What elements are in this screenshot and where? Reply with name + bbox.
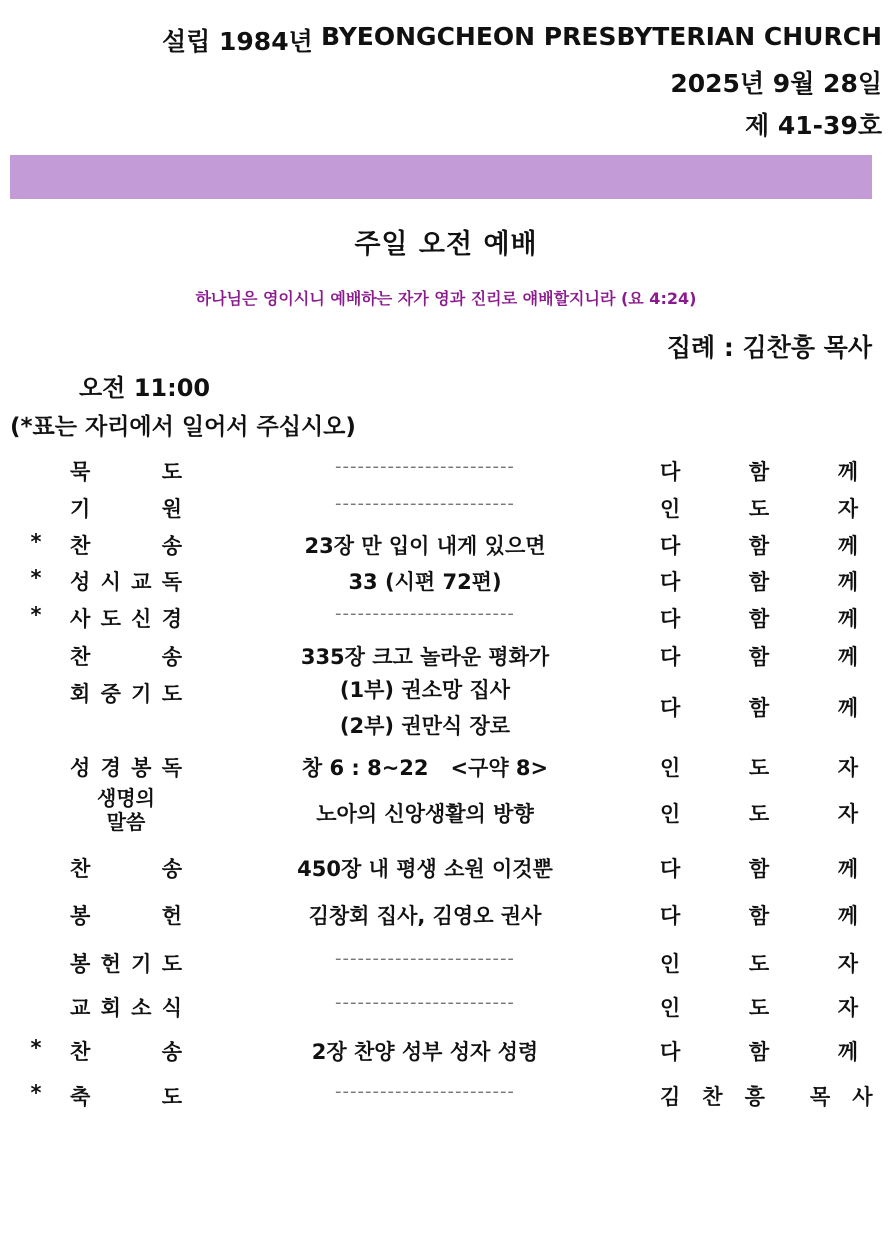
- order-item-label-char: 교: [131, 570, 152, 594]
- order-item-label: [70, 786, 182, 834]
- order-item-label: [70, 678, 182, 708]
- order-item-content: ------------------------: [335, 493, 515, 514]
- order-item-leader-char: 자: [837, 952, 858, 976]
- order-item-label-char: 식: [161, 996, 182, 1020]
- order-item-label: [70, 1036, 182, 1066]
- order-item-content: ------------------------: [335, 992, 515, 1013]
- order-item-label-char: 봉: [70, 952, 91, 976]
- order-item-label-char: 회: [70, 682, 91, 706]
- order-item-leader-char: 다: [660, 1040, 681, 1064]
- order-item-leader-char: 께: [837, 570, 858, 594]
- standing-marker: *: [30, 1036, 42, 1060]
- order-item-label-char: 성: [70, 756, 91, 780]
- order-item-leader-char: 함: [748, 696, 770, 720]
- order-item-content: 335장 크고 놀라운 평화가: [300, 645, 550, 669]
- order-item-leader-char: 다: [660, 645, 681, 669]
- standing-marker: *: [30, 530, 42, 554]
- order-item-label: [70, 641, 182, 671]
- order-item-label-char: 도: [100, 607, 121, 631]
- order-item-leader-char: 도: [748, 497, 770, 521]
- order-item-leader-char: 김: [660, 1085, 681, 1109]
- order-item-content: 23장 만 입이 내게 있으면: [304, 534, 546, 558]
- order-item-leader-char: 함: [748, 645, 770, 669]
- order-item-leader: [660, 456, 858, 486]
- order-item-label-line: 말씀: [106, 810, 146, 834]
- order-item-leader-char: 함: [748, 904, 770, 928]
- order-item-content-line: (2부) 권만식 장로: [339, 714, 511, 738]
- order-item-leader-char: 흥: [744, 1085, 765, 1109]
- order-item-label: [70, 948, 182, 978]
- order-item-leader-char: 인: [660, 756, 681, 780]
- order-item-label-char: 찬: [70, 645, 91, 669]
- order-item-label-char: 원: [161, 497, 182, 521]
- order-item-leader-char: 께: [837, 607, 858, 631]
- order-item-label-char: 교: [70, 996, 91, 1020]
- order-item-label-char: 도: [161, 682, 182, 706]
- order-item-leader-char: 찬: [702, 1085, 723, 1109]
- standing-marker: *: [30, 1081, 42, 1105]
- order-item-leader-char: 인: [660, 952, 681, 976]
- order-item-leader-char: 께: [837, 645, 858, 669]
- order-item-content: ------------------------: [335, 603, 515, 624]
- order-item-leader-char: 자: [837, 497, 858, 521]
- scripture-verse: 하나님은 영이시니 예배하는 자가 영과 진리로 얘배할지니라 (요 4:24): [195, 289, 697, 308]
- order-item-label: [70, 456, 182, 486]
- order-item-leader-char: 께: [837, 534, 858, 558]
- issue-number: 제 41-39호: [745, 111, 882, 140]
- order-item-leader-char: 함: [748, 857, 770, 881]
- order-item-leader-char: 도: [748, 802, 770, 826]
- order-item-leader-char: 께: [837, 904, 858, 928]
- order-item-label-char: 기: [131, 682, 152, 706]
- order-item-label-char: 찬: [70, 857, 91, 881]
- order-item-leader-char: 자: [837, 996, 858, 1020]
- order-item-label-char: 성: [70, 570, 91, 594]
- order-item-leader: [660, 1081, 873, 1111]
- order-item-label: [70, 853, 182, 883]
- order-item-label-char: 송: [161, 1040, 182, 1064]
- service-title: 주일 오전 예배: [354, 229, 538, 260]
- order-item-label-char: 헌: [100, 952, 121, 976]
- order-item-label-char: 봉: [131, 756, 152, 780]
- order-item-content: 창 6 : 8~22 <구약 8>: [301, 756, 549, 780]
- order-item-label-line: 생명의: [97, 786, 155, 810]
- order-item-label: [70, 992, 182, 1022]
- order-item-leader-char: 함: [748, 1040, 770, 1064]
- order-item-label-char: 회: [100, 996, 121, 1020]
- order-item-leader: [660, 641, 858, 671]
- order-item-label-char: 찬: [70, 1040, 91, 1064]
- order-item-label-char: 경: [161, 607, 182, 631]
- order-item-label-char: 기: [70, 497, 91, 521]
- order-item-leader-char: 다: [660, 460, 681, 484]
- order-item-leader: [660, 948, 858, 978]
- order-item-label: [70, 1081, 182, 1111]
- order-item-leader: [660, 530, 858, 560]
- order-item-content-line: (1부) 권소망 집사: [339, 678, 511, 702]
- order-item-leader: [660, 493, 858, 523]
- order-item-content: ------------------------: [335, 948, 515, 969]
- order-item-leader: [660, 853, 858, 883]
- order-item-content: 2장 찬양 성부 성자 성령: [311, 1040, 539, 1064]
- order-item-label-char: 경: [100, 756, 121, 780]
- order-item-label: [70, 530, 182, 560]
- order-item-label: [70, 752, 182, 782]
- order-item-leader-char: 께: [837, 857, 858, 881]
- order-item-label: [70, 603, 182, 633]
- church-name: BYEONGCHEON PRESBYTERIAN CHURCH: [321, 22, 882, 51]
- header-top-line: [162, 22, 882, 58]
- order-item-leader-char: 다: [660, 696, 681, 720]
- order-item-content: ------------------------: [335, 456, 515, 477]
- order-item-leader-char: 다: [660, 570, 681, 594]
- order-item-leader: [660, 752, 858, 782]
- order-item-label-char: 봉: [70, 904, 91, 928]
- standing-marker: *: [30, 603, 42, 627]
- order-item-leader-char: 함: [748, 534, 770, 558]
- order-item-leader-char: 다: [660, 607, 681, 631]
- order-item-content: 450장 내 평생 소원 이것뿐: [297, 857, 553, 881]
- order-item-label-char: 헌: [161, 904, 182, 928]
- order-item-label-char: 묵: [70, 460, 91, 484]
- order-item-leader-char: 께: [837, 696, 858, 720]
- order-item-label-char: 도: [161, 1085, 182, 1109]
- order-item-leader-char: 함: [748, 460, 770, 484]
- order-item-content: 김창회 집사, 김영오 권사: [308, 904, 542, 928]
- order-item-label-char: 사: [70, 607, 91, 631]
- order-item-label-char: 송: [161, 534, 182, 558]
- order-item-content: 33 (시편 72편): [348, 570, 502, 594]
- order-item-leader-char: 께: [837, 1040, 858, 1064]
- order-item-label-char: 송: [161, 857, 182, 881]
- order-item-label-char: 중: [100, 682, 121, 706]
- standing-marker: *: [30, 566, 42, 590]
- order-item-label: [70, 493, 182, 523]
- standing-note: (*표는 자리에서 일어서 주십시오): [10, 414, 356, 440]
- order-item-leader-char: 함: [748, 607, 770, 631]
- order-item-leader: [660, 603, 858, 633]
- order-item-leader: [660, 1036, 858, 1066]
- order-item-leader-char: 인: [660, 996, 681, 1020]
- order-item-leader-char: 사: [852, 1085, 873, 1109]
- order-item-leader-char: 도: [748, 952, 770, 976]
- order-item-content: [220, 672, 630, 744]
- order-item-label-char: 송: [161, 645, 182, 669]
- order-item-label-char: 찬: [70, 534, 91, 558]
- order-item-leader-char: 도: [748, 996, 770, 1020]
- decorative-band: [10, 155, 872, 199]
- founded-year: 설립 1984년: [162, 27, 313, 56]
- order-item-label-char: 도: [161, 952, 182, 976]
- order-item-label: [70, 566, 182, 596]
- order-item-leader-char: 목: [809, 1085, 831, 1109]
- order-item-content: 노아의 신앙생활의 방향: [316, 802, 534, 826]
- order-item-leader-char: 자: [837, 756, 858, 780]
- order-item-leader-char: 다: [660, 857, 681, 881]
- order-item-leader-char: 인: [660, 497, 681, 521]
- order-item-label-char: 축: [70, 1085, 91, 1109]
- order-item-leader-char: 다: [660, 534, 681, 558]
- order-item-leader-char: 다: [660, 904, 681, 928]
- bulletin-date: 2025년 9월 28일: [670, 69, 882, 98]
- order-item-label-char: 기: [131, 952, 152, 976]
- order-item-label-char: 신: [131, 607, 152, 631]
- order-item-label: [70, 900, 182, 930]
- order-item-leader-char: 께: [837, 460, 858, 484]
- service-time: 오전 11:00: [79, 374, 211, 402]
- order-item-leader: [660, 566, 858, 596]
- order-item-label-char: 독: [161, 756, 182, 780]
- order-item-leader-char: 인: [660, 802, 681, 826]
- service-leader: 집례 : 김찬흥 목사: [666, 333, 872, 362]
- order-item-leader-char: 도: [748, 756, 770, 780]
- order-item-leader: [660, 798, 858, 828]
- order-item-label-char: 독: [161, 570, 182, 594]
- order-item-content: ------------------------: [335, 1081, 515, 1102]
- order-item-leader-char: 자: [837, 802, 858, 826]
- order-item-leader: [660, 992, 858, 1022]
- order-item-leader-char: 함: [748, 570, 770, 594]
- order-item-leader: [660, 692, 858, 722]
- order-item-leader: [660, 900, 858, 930]
- order-item-label-char: 소: [131, 996, 152, 1020]
- order-item-label-char: 시: [100, 570, 121, 594]
- order-item-label-char: 도: [161, 460, 182, 484]
